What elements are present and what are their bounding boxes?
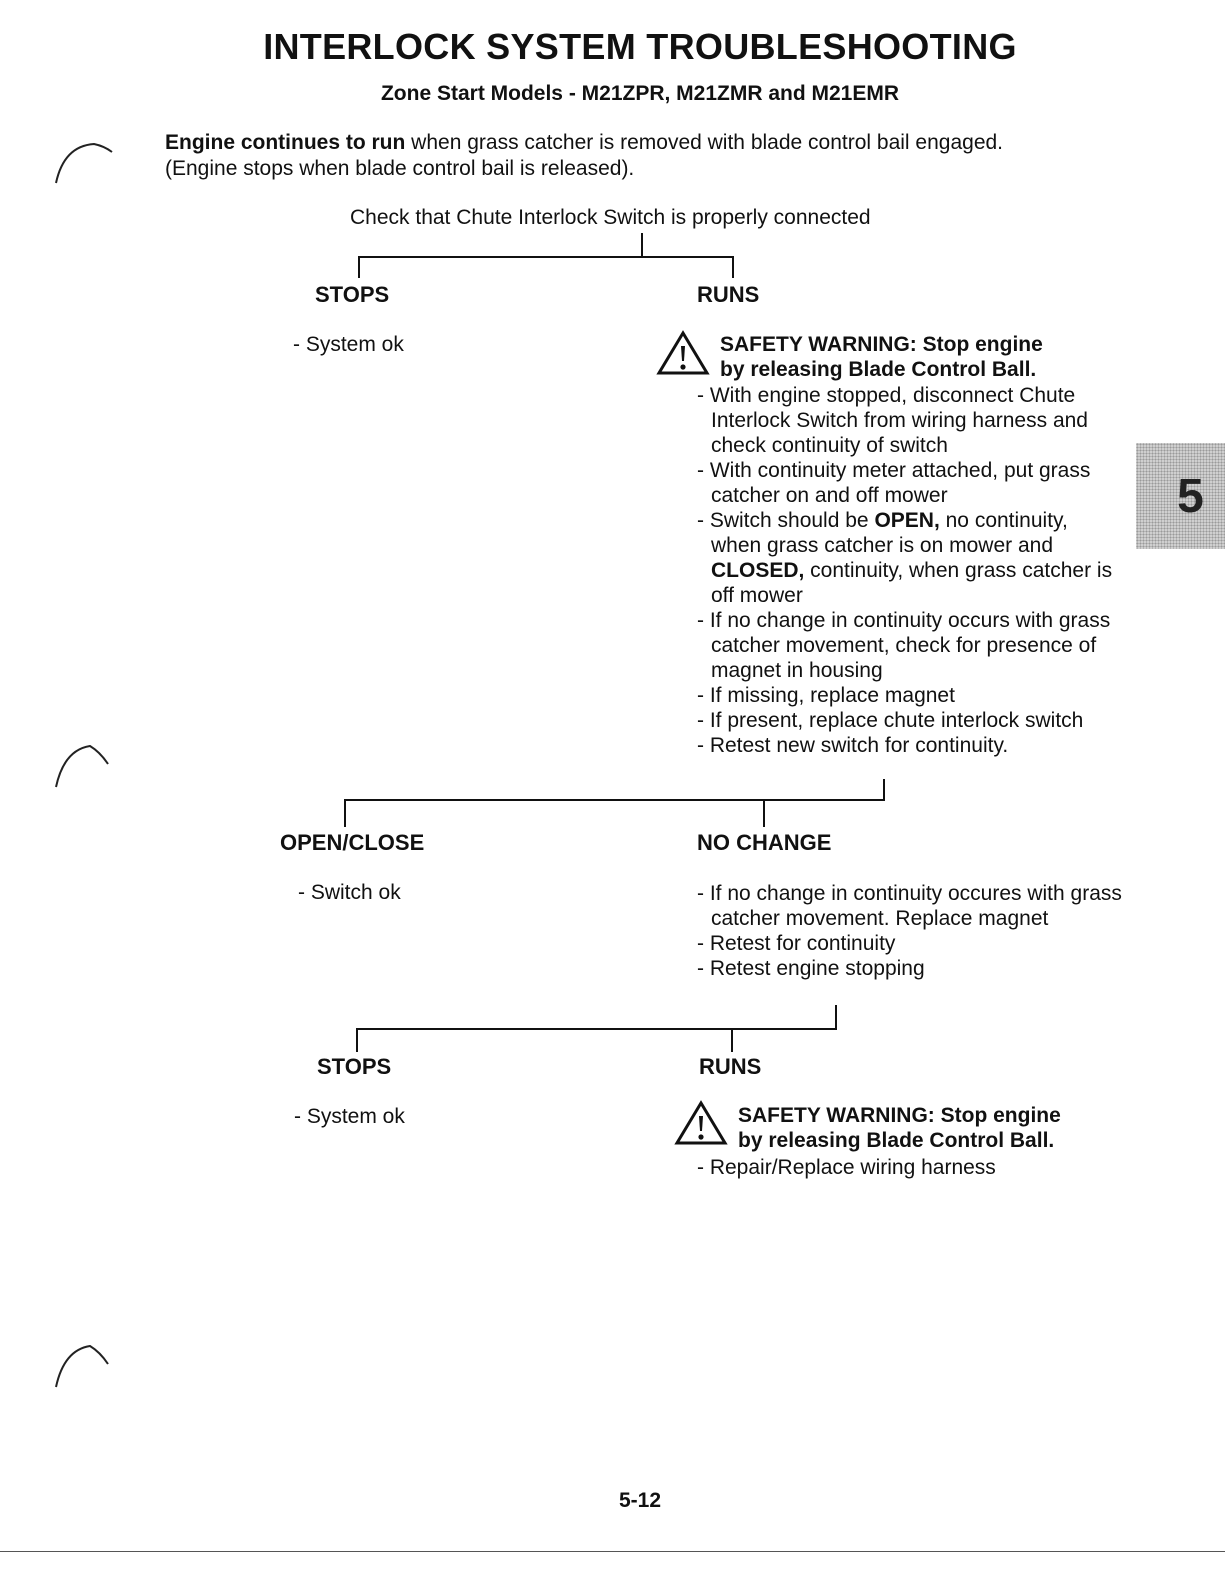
branch2-step: - Retest for continuity [697, 931, 1122, 956]
flow-connector-3-bar [356, 1028, 837, 1030]
branch3-stops-text: - System ok [294, 1105, 405, 1128]
branch3-steps [697, 1155, 1122, 1180]
symptom-bold: Engine continues to run [165, 131, 406, 154]
binder-hole-mark-middle [50, 742, 120, 792]
warning-triangle-icon [656, 330, 710, 376]
flow-connector-2-right [763, 799, 765, 827]
flow-connector-3-stem [835, 1005, 837, 1030]
warning-triangle-icon [674, 1100, 728, 1146]
branch1-safety-warning [656, 326, 1043, 382]
branch1-warning-line1: SAFETY WARNING: Stop engine [720, 333, 1043, 356]
branch2-open-close-label: OPEN/CLOSE [280, 830, 425, 855]
flow-connector-2-stem [883, 779, 885, 801]
branch1-runs-label: RUNS [697, 282, 760, 307]
branch3-safety-warning [674, 1096, 1061, 1153]
section-tab: 5 [1136, 443, 1225, 549]
symptom-description [165, 130, 1003, 182]
flow-connector-2-left [344, 799, 346, 827]
page-number: 5-12 [618, 1489, 662, 1512]
flow-connector-1-right [732, 256, 734, 278]
symptom-note: (Engine stops when blade control bail is released). [165, 157, 635, 180]
branch1-stops-text: - System ok [293, 333, 404, 356]
branch3-step: - Repair/Replace wiring harness [697, 1155, 1122, 1180]
branch1-warning-line2: by releasing Blade Control Ball. [720, 358, 1037, 381]
page-title: INTERLOCK SYSTEM TROUBLESHOOTING [263, 26, 1017, 67]
branch2-step: - If no change in continuity occures with grass catcher movement. Replace magnet [697, 881, 1122, 931]
branch1-step: - With engine stopped, disconnect Chute Interlock Switch from wiring harness and check continuity of switch [697, 383, 1122, 458]
flow-connector-3-left [356, 1028, 358, 1052]
branch1-stops-label: STOPS [315, 282, 390, 307]
branch3-stops-label: STOPS [317, 1054, 392, 1079]
branch1-step: - If missing, replace magnet [697, 683, 1122, 708]
flow-connector-2-bar [344, 799, 885, 801]
branch1-step: - Retest new switch for continuity. [697, 733, 1122, 758]
binder-hole-mark-top [50, 138, 120, 188]
branch2-no-change-label: NO CHANGE [697, 830, 832, 855]
branch2-step: - Retest engine stopping [697, 956, 1122, 981]
branch1-step-switch: - Switch should be OPEN, no continuity, when grass catcher is on mower and CLOSED, continuity, when grass catcher is off mower [697, 508, 1122, 608]
branch1-step: - With continuity meter attached, put grass catcher on and off mower [697, 458, 1122, 508]
page-subtitle: Zone Start Models - M21ZPR, M21ZMR and M21EMR [380, 82, 900, 105]
branch3-warning-line1: SAFETY WARNING: Stop engine [738, 1104, 1061, 1127]
flow-connector-1-left [358, 256, 360, 278]
branch3-warning-line2: by releasing Blade Control Ball. [738, 1129, 1055, 1152]
branch1-steps [697, 383, 1122, 758]
flow-connector-1-bar [358, 256, 734, 258]
branch2-switch-ok-text: - Switch ok [298, 881, 401, 904]
binder-hole-mark-bottom [50, 1342, 120, 1392]
flow-connector-1-stem [641, 233, 643, 257]
branch1-step: - If present, replace chute interlock switch [697, 708, 1122, 733]
page-bottom-rule [0, 1551, 1225, 1552]
branch3-runs-label: RUNS [699, 1054, 762, 1079]
branch1-step: - If no change in continuity occurs with grass catcher movement, check for presence of magnet in housing [697, 608, 1122, 683]
flow-connector-3-right [731, 1028, 733, 1052]
branch2-steps [697, 881, 1122, 981]
symptom-rest: when grass catcher is removed with blade control bail engaged. [405, 131, 1004, 154]
check-instruction: Check that Chute Interlock Switch is properly connected [350, 206, 871, 229]
